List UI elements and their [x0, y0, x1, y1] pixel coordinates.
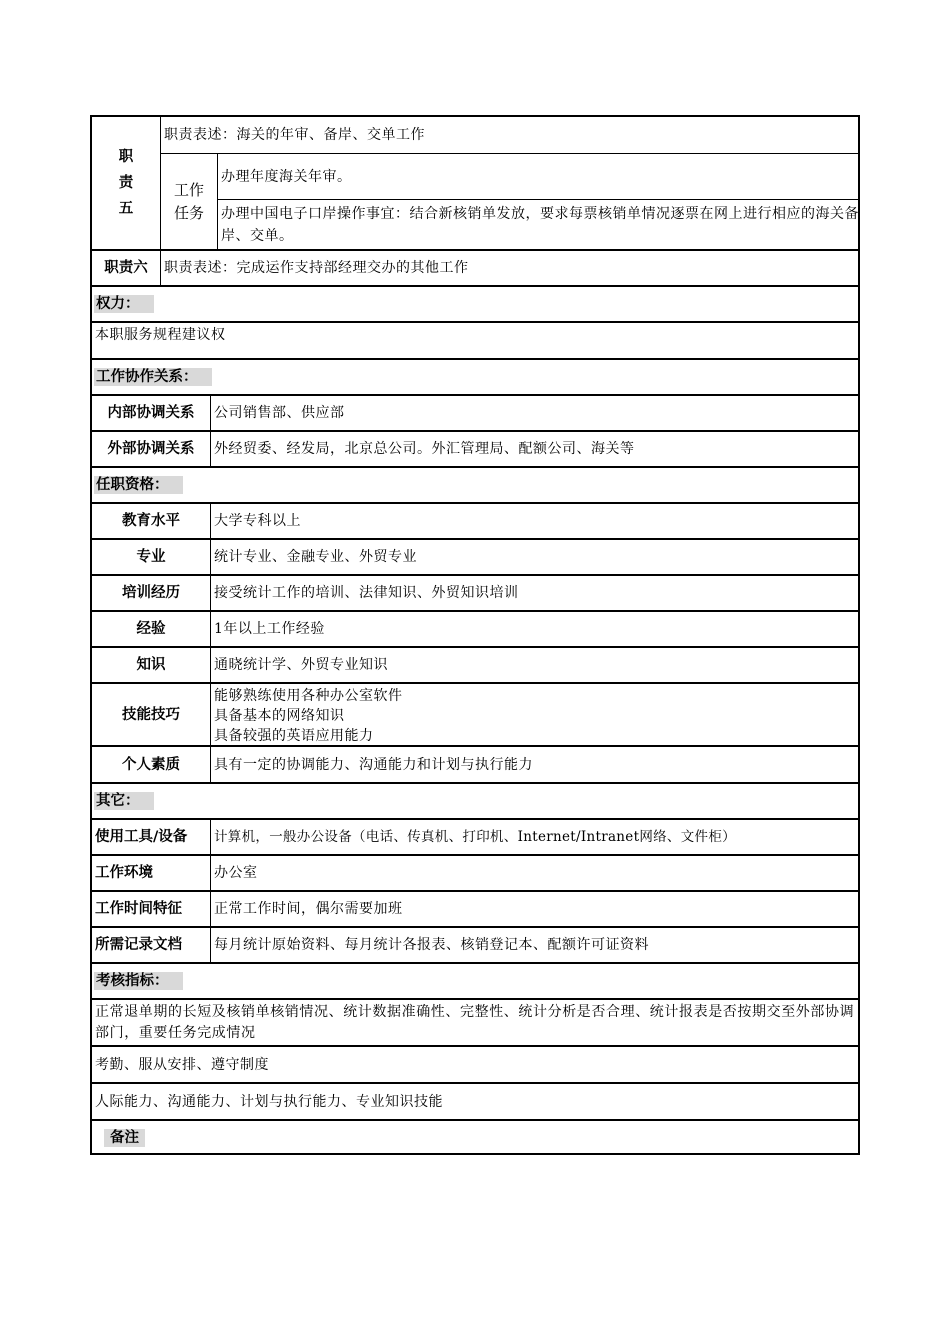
assessment-item: 考勤、服从安排、遵守制度 — [95, 1056, 269, 1073]
qualification-row — [90, 610, 860, 646]
authority-heading: 权力： — [94, 295, 154, 313]
other-label: 工作环境 — [95, 865, 153, 881]
qualification-value: 具有一定的协调能力、沟通能力和计划与执行能力 — [214, 756, 533, 773]
other-row — [90, 926, 860, 962]
qualification-value: 接受统计工作的培训、法律知识、外贸知识培训 — [214, 585, 519, 601]
qualification-label: 经验 — [136, 621, 166, 637]
qualification-label: 专业 — [136, 549, 166, 565]
duty5-task-1: 办理年度海关年审。 — [221, 168, 352, 185]
other-heading-row — [90, 782, 860, 818]
qualification-value: 通晓统计学、外贸专业知识 — [214, 657, 388, 673]
other-label: 使用工具/设备 — [95, 829, 188, 845]
authority-content-row — [90, 321, 860, 358]
relation-label: 内部协调关系 — [107, 405, 195, 421]
other-row — [90, 890, 860, 926]
remarks-heading: 备注 — [104, 1129, 145, 1147]
assessment-item-row — [90, 998, 860, 1045]
other-row — [90, 818, 860, 854]
qualification-row — [90, 502, 860, 538]
duty5-statement: 职责表述：海关的年审、备岸、交单工作 — [164, 127, 425, 143]
assessment-item-row — [90, 1045, 860, 1082]
other-value: 正常工作时间，偶尔需要加班 — [214, 901, 403, 917]
duty5-block — [90, 115, 860, 249]
assessment-item: 正常退单期的长短及核销单核销情况、统计数据准确性、完整性、统计分析是否合理、统计报表是否按期交至外部协调部门，重要任务完成情况 — [95, 1004, 855, 1041]
other-label: 所需记录文档 — [95, 937, 182, 953]
assessment-item-row — [90, 1082, 860, 1119]
other-label: 工作时间特征 — [95, 901, 182, 917]
qualification-label: 教育水平 — [122, 513, 180, 529]
other-value: 每月统计原始资料、每月统计各报表、核销登记本、配额许可证资料 — [214, 937, 649, 953]
authority-content: 本职服务规程建议权 — [95, 327, 226, 343]
relation-label: 外部协调关系 — [107, 441, 195, 457]
relation-row — [90, 394, 860, 430]
duty6-block — [90, 249, 860, 285]
relation-value: 外经贸委、经发局，北京总公司。外汇管理局、配额公司、海关等 — [214, 441, 635, 457]
qualifications-heading: 任职资格： — [94, 476, 183, 494]
qualification-row — [90, 574, 860, 610]
skills-line: 能够熟练使用各种办公室软件 — [214, 688, 403, 704]
relations-heading: 工作协作关系： — [94, 368, 212, 386]
skills-line: 具备较强的英语应用能力 — [214, 728, 374, 744]
qualification-row — [90, 538, 860, 574]
qualification-label: 知识 — [136, 657, 166, 673]
assessment-item: 人际能力、沟通能力、计划与执行能力、专业知识技能 — [95, 1093, 443, 1110]
job-description-table — [90, 115, 860, 1155]
duty5-task-label: 工作任务 — [173, 180, 204, 222]
assessment-heading-row — [90, 962, 860, 998]
other-heading: 其它： — [94, 792, 154, 810]
skills-list — [211, 686, 860, 746]
relation-value: 公司销售部、供应部 — [214, 405, 345, 421]
qualification-row — [90, 682, 860, 745]
relations-heading-row — [90, 358, 860, 394]
qualification-row — [90, 745, 860, 782]
duty5-task-2: 办理中国电子口岸操作事宜：结合新核销单发放，要求每票核销单情况逐票在网上进行相应的海关备岸、交单。 — [221, 205, 859, 244]
qualification-value: 1年以上工作经验 — [214, 621, 325, 637]
qualifications-heading-row — [90, 466, 860, 502]
other-value: 计算机，一般办公设备（电话、传真机、打印机、Internet/Intranet网络、文件柜） — [214, 829, 736, 845]
remarks-row — [90, 1119, 860, 1155]
qualification-label: 技能技巧 — [122, 706, 180, 723]
qualification-label: 个人素质 — [122, 756, 180, 773]
other-value: 办公室 — [214, 865, 258, 881]
authority-heading-row — [90, 285, 860, 321]
qualification-label: 培训经历 — [122, 585, 180, 601]
duty5-label: 职责五 — [118, 149, 134, 217]
assessment-heading: 考核指标： — [94, 972, 183, 990]
relation-row — [90, 430, 860, 466]
skills-line: 具备基本的网络知识 — [214, 708, 345, 724]
duty6-label: 职责六 — [104, 260, 148, 276]
qualification-value: 统计专业、金融专业、外贸专业 — [214, 549, 417, 565]
duty6-statement: 职责表述：完成运作支持部经理交办的其他工作 — [164, 260, 469, 276]
qualification-row — [90, 646, 860, 682]
qualification-value: 大学专科以上 — [214, 513, 301, 529]
other-row — [90, 854, 860, 890]
